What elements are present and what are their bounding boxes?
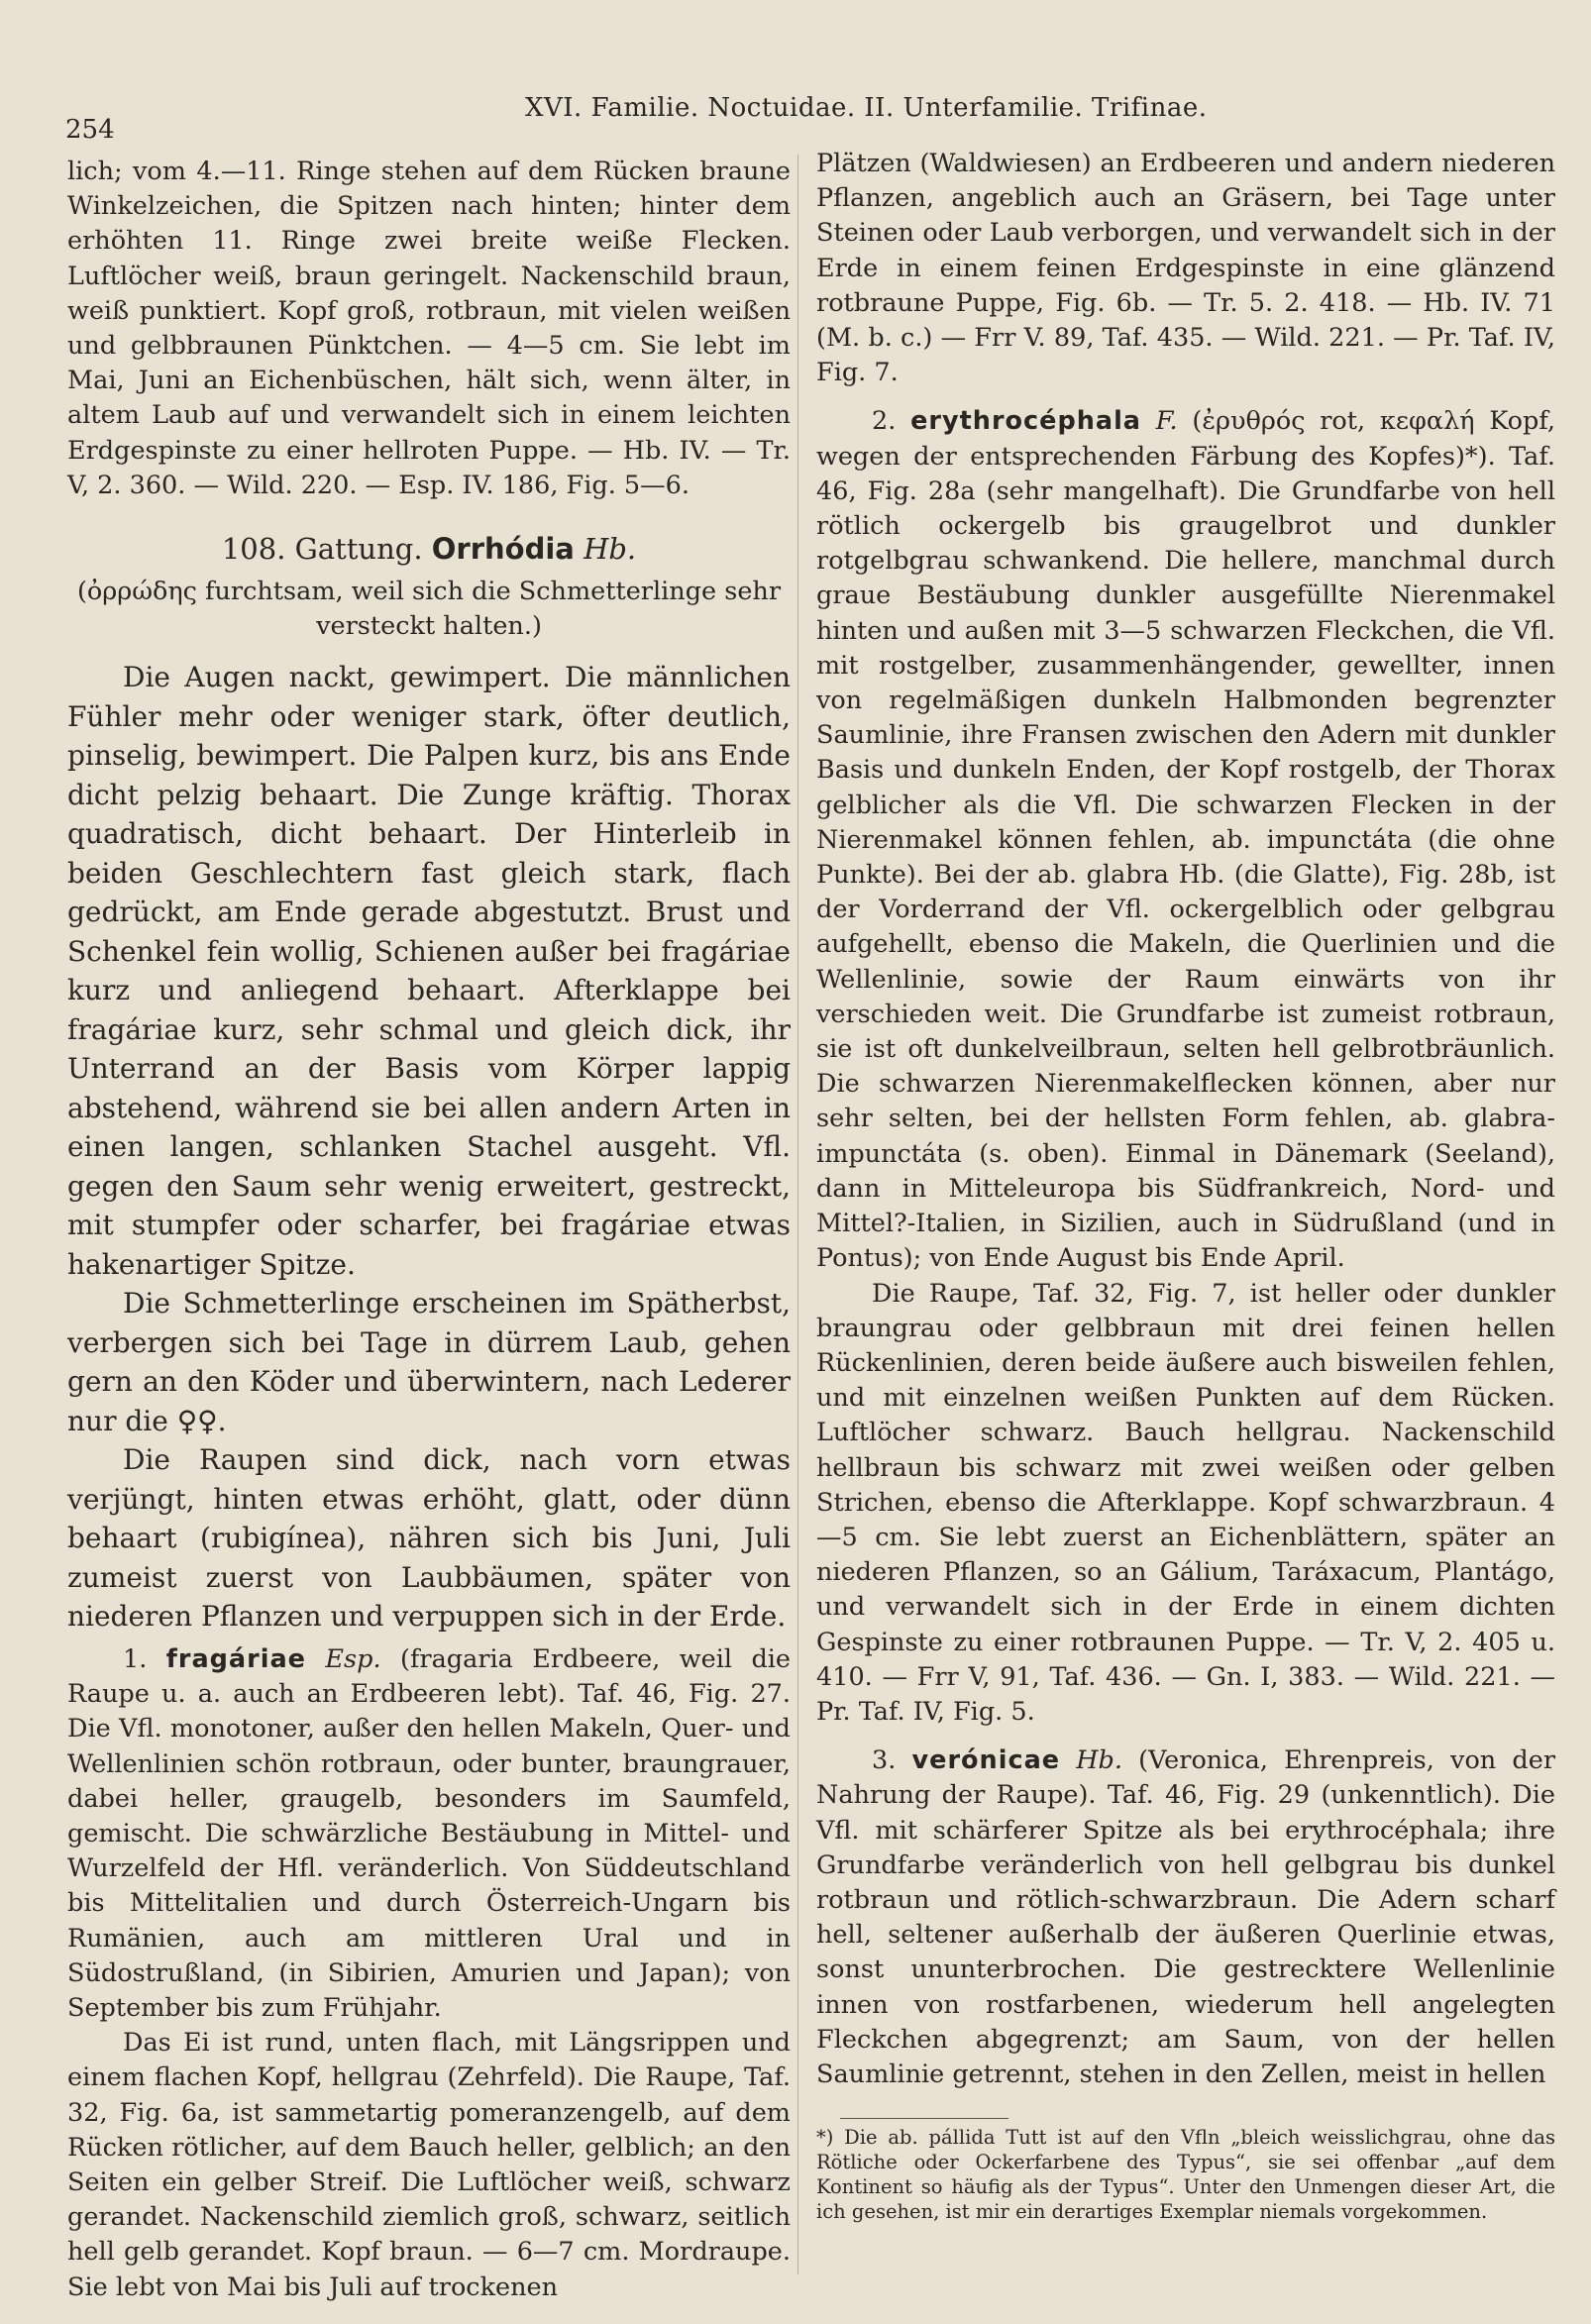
genus-description: Die Augen nackt, gewimpert. Die männlichen Fühler mehr oder weniger stark, öfter deutlich, pinselig, bewimpert. Die Palpen kurz, bis ans Ende dicht pelzig behaart. Die Zunge kräftig. Thorax quadratisch, dicht behaart. Der Hinterleib in beiden Geschlechtern fast gleich stark, flach gedrückt, am Ende gerade abgestutzt. Brust und Schenkel fein wollig, Schienen außer bei fragáriae kurz und anliegend behaart. Afterklappe bei fragáriae kurz, sehr schmal und gleich dick, ihr Unterrand an der Basis vom Körper lappig abstehend, während sie bei allen andern Arten in einen langen, schlanken Stachel ausgeht. Vfl. gegen den Saum sehr wenig erweitert, gestreckt, mit stumpfer oder scharfer, bei fragáriae etwas hakenartiger Spitze.	[67, 661, 791, 1281]
right-paragraph-continued: Plätzen (Waldwiesen) an Erdbeeren und andern niederen Pflanzen, angeblich auch an Gräsern, bei Tage unter Steinen oder Laub verborgen, und verwandelt sich in der Erde in einem feinen Erdgespinste in eine glänzend rotbraune Puppe, Fig. 6b. — Tr. 5. 2. 418. — Hb. IV. 71 (M. b. c.) — Frr V. 89, Taf. 435. — Wild. 221. — Pr. Taf. IV, Fig. 7.	[816, 149, 1555, 388]
species-1-author: Esp.	[325, 1643, 381, 1674]
genus-heading	[67, 529, 791, 569]
species-3-text: (Veronica, Ehrenpreis, von der Nahrung der Raupe). Taf. 46, Fig. 29 (unkenntlich). Die Vfl. mit schärferer Spitze als bei erythrocéphala; ihre Grundfarbe veränderlich von hell gelbgrau bis dunkel rotbraun und rötlich-schwarzbraun. Die Adern scharf hell, seltener außerhalb der äußeren Querlinie etwas, sonst ununterbrochen. Die gestrecktere Wellenlinie innen von rostfarbenen, wiederum hell angelegten Fleckchen abgegrenzt; am Saum, von der hellen Saumlinie getrennt, stehen in den Zellen, meist in hellen	[816, 1745, 1556, 2089]
column-divider	[797, 155, 798, 2274]
genus-author: Hb.	[583, 532, 637, 567]
species-3-name: verónicae	[911, 1745, 1061, 1776]
species-1-entry	[67, 1642, 791, 2026]
species-1-number: 1.	[123, 1643, 148, 1674]
species-2-number: 2.	[872, 406, 897, 437]
species-1-name: fragáriae	[165, 1643, 306, 1674]
imago-paragraph: Die Schmetterlinge erscheinen im Spätherbst, verbergen sich bei Tage in dürrem Laub, gehen gern an den Köder und überwintern, nach Lederer nur die ♀♀.	[67, 1287, 791, 1437]
species-3-author: Hb.	[1076, 1745, 1122, 1776]
left-column	[67, 155, 791, 2305]
right-column	[816, 147, 1555, 2224]
larva-paragraph: Die Raupen sind dick, nach vorn etwas verjüngt, hinten etwas erhöht, glatt, oder dünn behaart (rubigínea), nähren sich bis Juni, Juli zumeist zuerst von Laubbäumen, später von niederen Pflanzen und verpuppen sich in der Erde.	[67, 1443, 791, 1634]
species-1-text: (fragaria Erdbeere, weil die Raupe u. a. auch an Erdbeeren lebt). Taf. 46, Fig. 27. Die Vfl. monotoner, außer den hellen Makeln, Quer- und Wellenlinien schön rotbraun, oder bunter, braungrauer, dabei heller, graugelb, besonders im Saumfeld, gemischt. Die schwärzliche Bestäubung in Mittel- und Wurzelfeld der Hfl. veränderlich. Von Süddeutschland bis Mittelitalien und durch Österreich-Ungarn bis Rumänien, auch am mittleren Ural und in Südostrußland, (in Sibirien, Amurien und Japan); von September bis zum Frühjahr.	[67, 1643, 792, 2023]
species-2-name: erythrocéphala	[910, 406, 1142, 437]
species-3-number: 3.	[872, 1745, 897, 1776]
genus-name: Orrhódia	[431, 532, 575, 567]
species-2-text: (ἐρυθρός rot, κεφαλή Kopf, wegen der entsprechenden Färbung des Kopfes)*). Taf. 46, Fig. 28a (sehr mangelhaft). Die Grundfarbe von hell rötlich ockergelb bis graugelbrot und dunkler rotgelbgrau schwankend. Die hellere, manchmal durch graue Bestäubung dunkler ausgefüllte Nierenmakel hinten und außen mit 3—5 schwarzen Fleckchen, die Vfl. mit rostgelber, zusammenhängender, gewellter, innen von regelmäßigen dunkeln Halbmonden begrenzter Saumlinie, ihre Fransen zwischen den Adern mit dunkler Basis und dunkeln Enden, der Kopf rostgelb, der Thorax gelblicher als die Vfl. Die schwarzen Flecken in der Nierenmakel können fehlen, ab. impunctáta (die ohne Punkte). Bei der ab. glabra Hb. (die Glatte), Fig. 28b, ist der Vorderrand der Vfl. ockergelblich oder gelbgrau aufgehellt, ebenso die Makeln, die Querlinien und die Wellenlinie, sowie der Raum einwärts von ihr verschieden weit. Die Grundfarbe ist zumeist rotbraun, sie ist oft dunkelveilbraun, selten hell gelbrotbräunlich. Die schwarzen Nierenmakelflecken können, aber nur sehr selten, bei der hellsten Form fehlen, ab. glabra-impunctáta (s. oben). Einmal in Dänemark (Seeland), dann in Mitteleuropa bis Südfrankreich, Nord- und Mittel?-Italien, in Sizilien, auch in Südrußland (und in Pontus); von Ende August bis Ende April.	[816, 406, 1555, 1274]
species-2-author: F.	[1155, 406, 1178, 437]
footnote-rule	[840, 2118, 1008, 2119]
page-number: 254	[65, 115, 115, 145]
species-2-entry	[816, 404, 1555, 1276]
egg-larva-paragraph: Das Ei ist rund, unten flach, mit Längsrippen und einem flachen Kopf, hellgrau (Zehrfeld). Die Raupe, Taf. 32, Fig. 6a, ist sammetartig pomeranzengelb, auf dem Rücken rötlicher, auf dem Bauch heller, gelblich; an den Seiten ein gelber Streif. Die Luftlöcher weiß, schwarz gerandet. Nackenschild ziemlich groß, schwarz, seitlich hell gelb gerandet. Kopf braun. — 6—7 cm. Mordraupe. Sie lebt von Mai bis Juli auf trockenen	[67, 2028, 791, 2302]
genus-etymology: (ὀρρώδης furchtsam, weil sich die Schmetterlinge sehr versteckt halten.)	[76, 577, 782, 642]
genus-number: 108. Gattung.	[221, 532, 423, 567]
running-title: XVI. Familie. Noctuidae. II. Unterfamilie. Trifinae.	[525, 93, 1208, 123]
species-3-entry	[816, 1743, 1555, 2092]
species-2-larva-paragraph: Die Raupe, Taf. 32, Fig. 7, ist heller oder dunkler braungrau oder gelbbraun mit drei feinen hellen Rückenlinien, deren beide äußere auch bisweilen fehlen, und mit einzelnen weißen Punkten auf dem Rücken. Luftlöcher schwarz. Bauch hellgrau. Nackenschild hellbraun bis schwarz mit zwei weißen oder gelben Strichen, ebenso die Afterklappe. Kopf schwarzbraun. 4—5 cm. Sie lebt zuerst an Eichenblättern, später an niederen Pflanzen, so an Gálium, Taráxacum, Plantágo, und verwandelt sich in der Erde in einem dichten Gespinste zu einer rotbraunen Puppe. — Tr. V, 2. 405 u. 410. — Frr V, 91, Taf. 436. — Gn. I, 383. — Wild. 221. — Pr. Taf. IV, Fig. 5.	[816, 1278, 1555, 1727]
page-header	[65, 87, 1551, 145]
footnote: *) Die ab. pállida Tutt ist auf den Vfln „bleich weisslichgrau, ohne das Rötliche oder Ockerfarbene des Typus“, sie sei offenbar „auf dem Kontinent so häufig als der Typus“. Unter den Unmengen dieser Art, die ich gesehen, ist mir ein derartiges Exemplar niemals vorgekommen.	[816, 2126, 1555, 2224]
left-paragraph-continued: lich; vom 4.—11. Ringe stehen auf dem Rücken braune Winkelzeichen, die Spitzen nach hinten; hinter dem erhöhten 11. Ringe zwei breite weiße Flecken. Luftlöcher weiß, braun geringelt. Nackenschild braun, weiß punktiert. Kopf groß, rotbraun, mit vielen weißen und gelbbraunen Pünktchen. — 4—5 cm. Sie lebt im Mai, Juni an Eichenbüschen, hält sich, wenn älter, in altem Laub auf und verwandelt sich in einem leichten Erdgespinste zu einer hellroten Puppe. — Hb. IV. — Tr. V, 2. 360. — Wild. 220. — Esp. IV. 186, Fig. 5—6.	[67, 157, 791, 500]
